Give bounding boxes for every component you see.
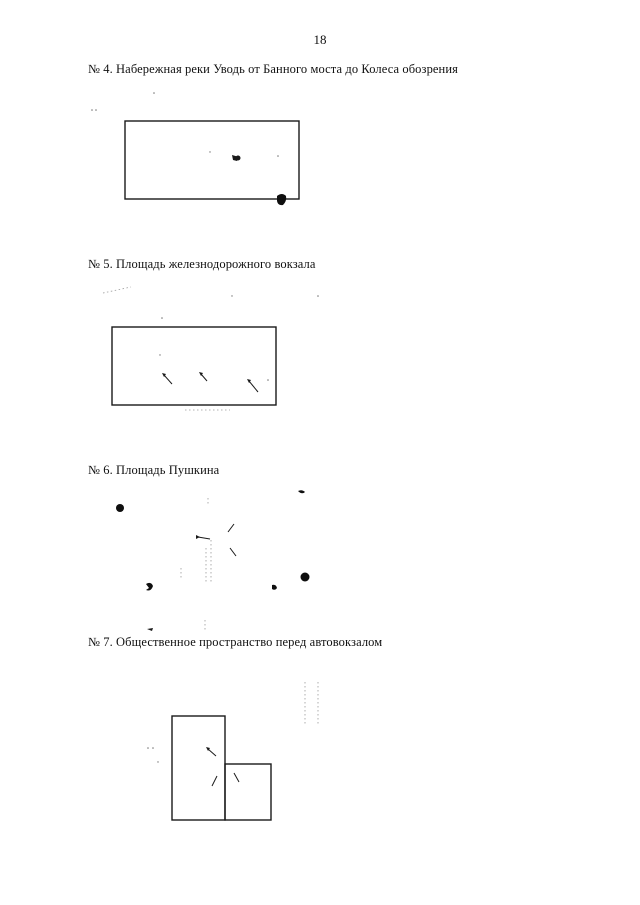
section-5-arrow-1 xyxy=(164,375,172,384)
section-7-speck xyxy=(157,761,158,762)
section-5-arrow-3 xyxy=(249,381,258,392)
section-6-arrow-1 xyxy=(198,537,210,539)
section-7-frame-tall xyxy=(172,716,225,820)
section-4-title: № 4. Набережная реки Уводь от Банного моста до Колеса обозрения xyxy=(88,62,458,76)
section-6-title: № 6. Площадь Пушкина xyxy=(88,463,220,477)
section-6-blot xyxy=(116,504,124,512)
section-5-speck xyxy=(231,295,232,296)
section-7-speck xyxy=(147,747,149,749)
section-4-blot xyxy=(277,194,286,205)
section-5-speck xyxy=(317,295,319,297)
section-5-arrow-2 xyxy=(201,374,207,381)
section-7-arrow-1 xyxy=(208,749,216,756)
section-4-speck xyxy=(95,109,97,111)
section-6-arrowhead-1 xyxy=(196,535,200,539)
section-5-speck xyxy=(267,379,269,381)
section-4-speck xyxy=(209,151,210,152)
section-7-title: № 7. Общественное пространство перед автовокзалом xyxy=(88,635,383,649)
section-5-frame xyxy=(112,327,276,405)
section-6-blot xyxy=(146,583,153,591)
section-6-blot xyxy=(298,490,305,493)
section-5-arrowhead-3 xyxy=(247,379,251,383)
section-6-blot xyxy=(301,573,310,582)
section-7-arrow-2 xyxy=(212,776,217,786)
section-6-marker xyxy=(147,628,153,631)
section-5-speck xyxy=(159,354,160,355)
section-4-marker-dot xyxy=(236,156,241,161)
section-6-arrow-3 xyxy=(230,548,236,556)
section-4-speck xyxy=(153,92,155,94)
section-6-arrow-2 xyxy=(228,524,234,532)
section-5-speckle-line xyxy=(103,287,131,293)
page-number: 18 xyxy=(313,32,327,47)
section-6-blot xyxy=(272,585,277,590)
section-4-speck xyxy=(91,109,93,111)
section-7-arrow-3 xyxy=(234,773,239,782)
section-4-frame xyxy=(125,121,299,199)
section-7-speck xyxy=(152,747,154,749)
section-4-speck xyxy=(277,155,279,157)
section-7-arrowhead-1 xyxy=(206,747,210,751)
section-4-marker xyxy=(232,155,239,161)
section-5-title: № 5. Площадь железнодорожного вокзала xyxy=(88,257,316,271)
section-5-speck xyxy=(161,317,163,319)
section-5-arrowhead-2 xyxy=(199,372,203,376)
section-7-frame-short xyxy=(225,764,271,820)
section-5-arrowhead-1 xyxy=(162,373,166,377)
